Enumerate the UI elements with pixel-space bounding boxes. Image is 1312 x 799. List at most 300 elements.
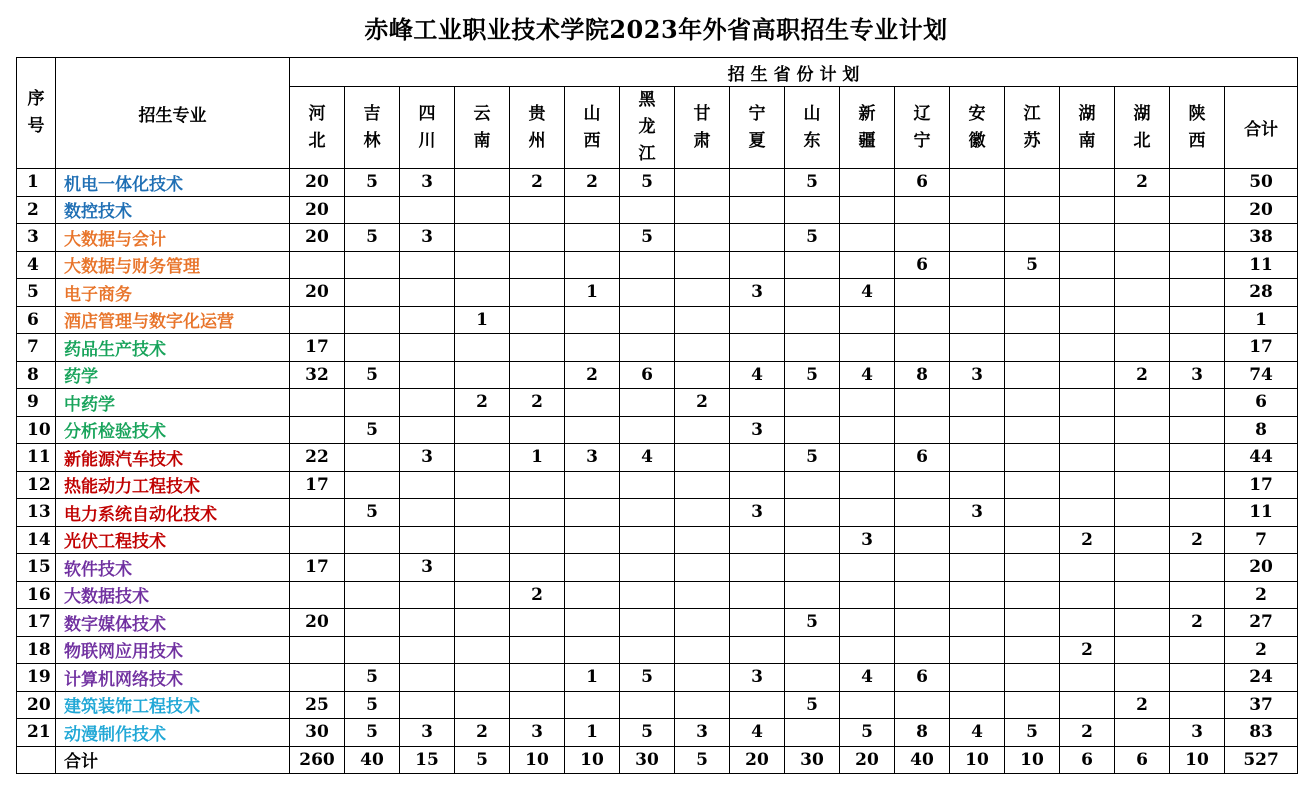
row-province-value: 2 bbox=[565, 361, 620, 389]
table-row bbox=[17, 169, 1298, 197]
row-province-value bbox=[620, 636, 675, 664]
row-province-value bbox=[950, 416, 1005, 444]
row-province-value: 3 bbox=[730, 279, 785, 307]
row-province-value bbox=[895, 609, 950, 637]
row-total: 24 bbox=[1225, 664, 1298, 692]
row-province-value bbox=[400, 691, 455, 719]
row-total: 37 bbox=[1225, 691, 1298, 719]
row-province-value bbox=[675, 444, 730, 472]
row-province-value: 2 bbox=[1170, 609, 1225, 637]
row-province-value bbox=[510, 196, 565, 224]
table-row bbox=[17, 471, 1298, 499]
row-province-value bbox=[840, 334, 895, 362]
row-province-value bbox=[1060, 471, 1115, 499]
row-province-value bbox=[730, 581, 785, 609]
row-province-value bbox=[290, 581, 345, 609]
totals-province-value: 30 bbox=[785, 746, 840, 774]
row-province-value bbox=[345, 279, 400, 307]
row-province-value bbox=[400, 361, 455, 389]
row-province-value bbox=[840, 196, 895, 224]
row-province-value bbox=[1005, 334, 1060, 362]
row-province-value: 5 bbox=[620, 719, 675, 747]
totals-province-value: 6 bbox=[1060, 746, 1115, 774]
row-major-name: 酒店管理与数字化运营 bbox=[56, 306, 290, 334]
header-province: 湖北 bbox=[1115, 87, 1170, 169]
row-province-value bbox=[730, 609, 785, 637]
row-province-value: 3 bbox=[730, 499, 785, 527]
header-seq: 序号 bbox=[17, 58, 56, 169]
row-province-value bbox=[675, 416, 730, 444]
header-province: 宁夏 bbox=[730, 87, 785, 169]
row-province-value bbox=[290, 416, 345, 444]
row-province-value bbox=[840, 306, 895, 334]
row-province-value: 32 bbox=[290, 361, 345, 389]
row-province-value bbox=[1005, 636, 1060, 664]
row-seq: 8 bbox=[17, 361, 56, 389]
row-province-value bbox=[290, 306, 345, 334]
header-province: 新疆 bbox=[840, 87, 895, 169]
row-province-value bbox=[675, 691, 730, 719]
row-province-value bbox=[620, 609, 675, 637]
row-province-value bbox=[620, 526, 675, 554]
row-province-value bbox=[675, 251, 730, 279]
row-total: 83 bbox=[1225, 719, 1298, 747]
row-province-value bbox=[785, 719, 840, 747]
row-province-value bbox=[840, 554, 895, 582]
row-total: 20 bbox=[1225, 554, 1298, 582]
row-province-value bbox=[565, 581, 620, 609]
row-province-value: 4 bbox=[950, 719, 1005, 747]
row-province-value bbox=[1170, 389, 1225, 417]
totals-province-value: 10 bbox=[510, 746, 565, 774]
header-province: 黑龙江 bbox=[620, 87, 675, 169]
row-province-value bbox=[455, 581, 510, 609]
row-province-value bbox=[840, 416, 895, 444]
row-province-value bbox=[950, 581, 1005, 609]
row-seq: 16 bbox=[17, 581, 56, 609]
row-province-value bbox=[1115, 306, 1170, 334]
row-province-value: 6 bbox=[620, 361, 675, 389]
row-province-value: 1 bbox=[565, 664, 620, 692]
row-province-value: 2 bbox=[565, 169, 620, 197]
header-province: 河北 bbox=[290, 87, 345, 169]
row-province-value bbox=[1115, 719, 1170, 747]
row-province-value bbox=[1005, 279, 1060, 307]
row-province-value bbox=[785, 664, 840, 692]
row-province-value bbox=[1005, 526, 1060, 554]
row-province-value bbox=[840, 691, 895, 719]
row-major-name: 软件技术 bbox=[56, 554, 290, 582]
row-province-value bbox=[620, 334, 675, 362]
row-province-value bbox=[620, 581, 675, 609]
row-province-value: 4 bbox=[620, 444, 675, 472]
row-province-value bbox=[1060, 224, 1115, 252]
table-row bbox=[17, 526, 1298, 554]
row-province-value bbox=[950, 664, 1005, 692]
row-province-value: 5 bbox=[785, 691, 840, 719]
totals-province-value: 20 bbox=[730, 746, 785, 774]
row-province-value bbox=[1005, 389, 1060, 417]
header-plan-group: 招 生 省 份 计 划 bbox=[290, 58, 1298, 87]
row-province-value bbox=[785, 196, 840, 224]
row-province-value bbox=[400, 471, 455, 499]
row-province-value bbox=[950, 389, 1005, 417]
row-seq: 3 bbox=[17, 224, 56, 252]
row-province-value: 3 bbox=[675, 719, 730, 747]
row-province-value bbox=[1115, 471, 1170, 499]
row-province-value bbox=[400, 334, 455, 362]
row-province-value bbox=[785, 526, 840, 554]
row-province-value bbox=[565, 636, 620, 664]
row-province-value bbox=[400, 609, 455, 637]
row-province-value bbox=[840, 609, 895, 637]
grand-total: 527 bbox=[1225, 746, 1298, 774]
row-province-value bbox=[510, 664, 565, 692]
row-province-value bbox=[675, 224, 730, 252]
row-province-value bbox=[1005, 664, 1060, 692]
row-province-value bbox=[455, 636, 510, 664]
row-province-value bbox=[400, 636, 455, 664]
row-province-value: 4 bbox=[840, 279, 895, 307]
row-province-value: 3 bbox=[400, 444, 455, 472]
row-province-value bbox=[565, 526, 620, 554]
row-province-value bbox=[1115, 499, 1170, 527]
row-major-name: 中药学 bbox=[56, 389, 290, 417]
row-province-value: 25 bbox=[290, 691, 345, 719]
table-row bbox=[17, 444, 1298, 472]
row-province-value bbox=[510, 499, 565, 527]
header-province: 辽宁 bbox=[895, 87, 950, 169]
row-province-value bbox=[620, 471, 675, 499]
enrollment-plan-table bbox=[16, 57, 1298, 774]
row-province-value bbox=[1170, 196, 1225, 224]
row-seq: 6 bbox=[17, 306, 56, 334]
row-province-value bbox=[675, 554, 730, 582]
row-province-value: 3 bbox=[730, 664, 785, 692]
row-province-value bbox=[950, 169, 1005, 197]
row-major-name: 电子商务 bbox=[56, 279, 290, 307]
row-province-value bbox=[895, 471, 950, 499]
row-province-value bbox=[510, 306, 565, 334]
row-province-value: 5 bbox=[785, 444, 840, 472]
row-province-value bbox=[510, 279, 565, 307]
row-seq: 15 bbox=[17, 554, 56, 582]
row-province-value bbox=[1170, 169, 1225, 197]
row-major-name: 药品生产技术 bbox=[56, 334, 290, 362]
row-province-value bbox=[1005, 361, 1060, 389]
row-total: 6 bbox=[1225, 389, 1298, 417]
row-province-value: 2 bbox=[1060, 636, 1115, 664]
row-major-name: 动漫制作技术 bbox=[56, 719, 290, 747]
row-province-value bbox=[1005, 196, 1060, 224]
row-province-value bbox=[510, 224, 565, 252]
row-province-value: 17 bbox=[290, 471, 345, 499]
row-province-value: 2 bbox=[1060, 526, 1115, 554]
row-province-value bbox=[400, 306, 455, 334]
row-total: 1 bbox=[1225, 306, 1298, 334]
row-province-value: 2 bbox=[1115, 361, 1170, 389]
row-province-value bbox=[1060, 499, 1115, 527]
row-province-value bbox=[950, 554, 1005, 582]
row-province-value: 5 bbox=[620, 169, 675, 197]
header-total: 合计 bbox=[1225, 87, 1298, 169]
row-province-value bbox=[895, 416, 950, 444]
row-province-value bbox=[895, 224, 950, 252]
row-province-value bbox=[1170, 416, 1225, 444]
row-total: 2 bbox=[1225, 581, 1298, 609]
row-seq: 18 bbox=[17, 636, 56, 664]
row-province-value bbox=[895, 196, 950, 224]
table-row bbox=[17, 691, 1298, 719]
row-province-value bbox=[950, 251, 1005, 279]
header-province: 甘肃 bbox=[675, 87, 730, 169]
row-province-value bbox=[565, 389, 620, 417]
row-province-value bbox=[675, 279, 730, 307]
row-province-value bbox=[785, 389, 840, 417]
row-province-value bbox=[400, 416, 455, 444]
row-province-value bbox=[1060, 444, 1115, 472]
row-province-value bbox=[620, 306, 675, 334]
row-province-value: 3 bbox=[950, 361, 1005, 389]
row-province-value bbox=[1115, 526, 1170, 554]
row-province-value bbox=[730, 251, 785, 279]
row-province-value bbox=[510, 361, 565, 389]
totals-province-value: 5 bbox=[455, 746, 510, 774]
row-province-value: 17 bbox=[290, 334, 345, 362]
row-province-value bbox=[1170, 691, 1225, 719]
row-province-value bbox=[1060, 361, 1115, 389]
row-province-value: 5 bbox=[785, 361, 840, 389]
row-province-value: 5 bbox=[1005, 719, 1060, 747]
row-total: 20 bbox=[1225, 196, 1298, 224]
row-province-value bbox=[510, 554, 565, 582]
row-total: 17 bbox=[1225, 334, 1298, 362]
row-province-value: 20 bbox=[290, 169, 345, 197]
row-province-value: 20 bbox=[290, 609, 345, 637]
row-province-value bbox=[675, 306, 730, 334]
row-province-value bbox=[510, 526, 565, 554]
header-province: 陕西 bbox=[1170, 87, 1225, 169]
row-province-value bbox=[345, 471, 400, 499]
row-province-value: 2 bbox=[510, 169, 565, 197]
row-province-value bbox=[1115, 554, 1170, 582]
row-province-value bbox=[730, 444, 785, 472]
row-province-value bbox=[1115, 609, 1170, 637]
row-province-value bbox=[565, 499, 620, 527]
table-row bbox=[17, 719, 1298, 747]
row-province-value bbox=[1115, 444, 1170, 472]
row-province-value bbox=[785, 279, 840, 307]
row-province-value bbox=[345, 334, 400, 362]
row-province-value bbox=[620, 279, 675, 307]
row-province-value bbox=[1115, 636, 1170, 664]
row-province-value bbox=[785, 499, 840, 527]
row-province-value bbox=[455, 664, 510, 692]
row-province-value bbox=[455, 251, 510, 279]
row-province-value bbox=[895, 691, 950, 719]
row-province-value bbox=[895, 279, 950, 307]
page-title: 赤峰工业职业技术学院2023年外省高职招生专业计划 bbox=[364, 15, 948, 44]
totals-province-value: 260 bbox=[290, 746, 345, 774]
row-province-value: 5 bbox=[345, 169, 400, 197]
row-province-value: 1 bbox=[510, 444, 565, 472]
row-total: 74 bbox=[1225, 361, 1298, 389]
row-province-value bbox=[620, 196, 675, 224]
row-province-value bbox=[1005, 499, 1060, 527]
row-province-value: 17 bbox=[290, 554, 345, 582]
table-row bbox=[17, 251, 1298, 279]
row-province-value bbox=[345, 306, 400, 334]
row-province-value bbox=[290, 251, 345, 279]
row-province-value: 3 bbox=[510, 719, 565, 747]
row-province-value: 2 bbox=[510, 581, 565, 609]
row-province-value bbox=[1060, 581, 1115, 609]
row-province-value: 3 bbox=[400, 169, 455, 197]
row-province-value bbox=[950, 471, 1005, 499]
table-row bbox=[17, 664, 1298, 692]
row-province-value bbox=[675, 526, 730, 554]
header-province: 云南 bbox=[455, 87, 510, 169]
row-province-value bbox=[950, 196, 1005, 224]
row-province-value bbox=[675, 361, 730, 389]
row-province-value bbox=[565, 691, 620, 719]
row-province-value bbox=[895, 554, 950, 582]
row-province-value bbox=[455, 196, 510, 224]
table-row bbox=[17, 581, 1298, 609]
row-total: 38 bbox=[1225, 224, 1298, 252]
totals-province-value: 40 bbox=[895, 746, 950, 774]
row-province-value bbox=[730, 334, 785, 362]
row-seq: 21 bbox=[17, 719, 56, 747]
row-seq: 4 bbox=[17, 251, 56, 279]
row-province-value: 20 bbox=[290, 196, 345, 224]
header-province: 贵州 bbox=[510, 87, 565, 169]
row-province-value bbox=[1005, 691, 1060, 719]
row-province-value: 4 bbox=[730, 361, 785, 389]
row-province-value bbox=[950, 279, 1005, 307]
row-province-value bbox=[345, 636, 400, 664]
row-seq: 1 bbox=[17, 169, 56, 197]
row-province-value: 3 bbox=[730, 416, 785, 444]
row-province-value: 3 bbox=[950, 499, 1005, 527]
totals-seq-empty bbox=[17, 746, 56, 774]
table-row bbox=[17, 389, 1298, 417]
totals-province-value: 5 bbox=[675, 746, 730, 774]
row-province-value bbox=[1170, 444, 1225, 472]
row-province-value bbox=[1005, 169, 1060, 197]
row-province-value bbox=[1060, 334, 1115, 362]
totals-province-value: 6 bbox=[1115, 746, 1170, 774]
header-province: 湖南 bbox=[1060, 87, 1115, 169]
row-province-value bbox=[290, 526, 345, 554]
row-province-value bbox=[1060, 416, 1115, 444]
row-total: 44 bbox=[1225, 444, 1298, 472]
row-province-value bbox=[730, 471, 785, 499]
row-province-value bbox=[455, 334, 510, 362]
row-province-value bbox=[1060, 306, 1115, 334]
row-province-value bbox=[345, 609, 400, 637]
row-province-value bbox=[730, 389, 785, 417]
row-province-value bbox=[1005, 471, 1060, 499]
row-province-value bbox=[1170, 471, 1225, 499]
totals-province-value: 10 bbox=[565, 746, 620, 774]
table-row bbox=[17, 279, 1298, 307]
row-province-value bbox=[950, 526, 1005, 554]
row-total: 11 bbox=[1225, 499, 1298, 527]
row-seq: 13 bbox=[17, 499, 56, 527]
row-province-value bbox=[455, 224, 510, 252]
row-province-value bbox=[675, 581, 730, 609]
row-province-value bbox=[1060, 691, 1115, 719]
table-row bbox=[17, 224, 1298, 252]
row-major-name: 新能源汽车技术 bbox=[56, 444, 290, 472]
row-province-value bbox=[675, 636, 730, 664]
row-province-value bbox=[895, 306, 950, 334]
row-province-value: 3 bbox=[400, 719, 455, 747]
row-province-value bbox=[730, 636, 785, 664]
row-province-value bbox=[400, 389, 455, 417]
row-province-value: 3 bbox=[1170, 719, 1225, 747]
row-province-value bbox=[400, 279, 455, 307]
row-province-value bbox=[1115, 224, 1170, 252]
row-province-value: 8 bbox=[895, 719, 950, 747]
row-province-value bbox=[1060, 389, 1115, 417]
row-province-value: 3 bbox=[565, 444, 620, 472]
row-seq: 19 bbox=[17, 664, 56, 692]
table-row bbox=[17, 306, 1298, 334]
row-seq: 2 bbox=[17, 196, 56, 224]
row-province-value bbox=[565, 609, 620, 637]
row-province-value bbox=[840, 444, 895, 472]
row-province-value bbox=[1115, 334, 1170, 362]
row-province-value bbox=[950, 609, 1005, 637]
table-row bbox=[17, 636, 1298, 664]
row-major-name: 计算机网络技术 bbox=[56, 664, 290, 692]
row-province-value bbox=[895, 499, 950, 527]
row-province-value bbox=[455, 169, 510, 197]
row-province-value bbox=[510, 251, 565, 279]
row-province-value bbox=[510, 416, 565, 444]
row-total: 27 bbox=[1225, 609, 1298, 637]
row-major-name: 药学 bbox=[56, 361, 290, 389]
row-province-value: 1 bbox=[565, 719, 620, 747]
row-province-value bbox=[1170, 636, 1225, 664]
row-province-value bbox=[950, 636, 1005, 664]
row-province-value bbox=[455, 279, 510, 307]
row-province-value bbox=[895, 526, 950, 554]
row-province-value bbox=[400, 581, 455, 609]
row-major-name: 数字媒体技术 bbox=[56, 609, 290, 637]
row-province-value bbox=[675, 334, 730, 362]
row-province-value bbox=[345, 444, 400, 472]
row-province-value bbox=[620, 691, 675, 719]
row-province-value: 4 bbox=[840, 361, 895, 389]
row-province-value bbox=[510, 636, 565, 664]
row-province-value bbox=[345, 581, 400, 609]
row-province-value: 2 bbox=[1115, 691, 1170, 719]
row-province-value: 2 bbox=[1060, 719, 1115, 747]
row-seq: 11 bbox=[17, 444, 56, 472]
row-province-value: 5 bbox=[345, 361, 400, 389]
row-province-value bbox=[345, 251, 400, 279]
row-major-name: 建筑装饰工程技术 bbox=[56, 691, 290, 719]
row-province-value bbox=[1170, 334, 1225, 362]
header-province: 安徽 bbox=[950, 87, 1005, 169]
row-province-value bbox=[675, 609, 730, 637]
totals-province-value: 10 bbox=[950, 746, 1005, 774]
row-major-name: 热能动力工程技术 bbox=[56, 471, 290, 499]
row-seq: 20 bbox=[17, 691, 56, 719]
